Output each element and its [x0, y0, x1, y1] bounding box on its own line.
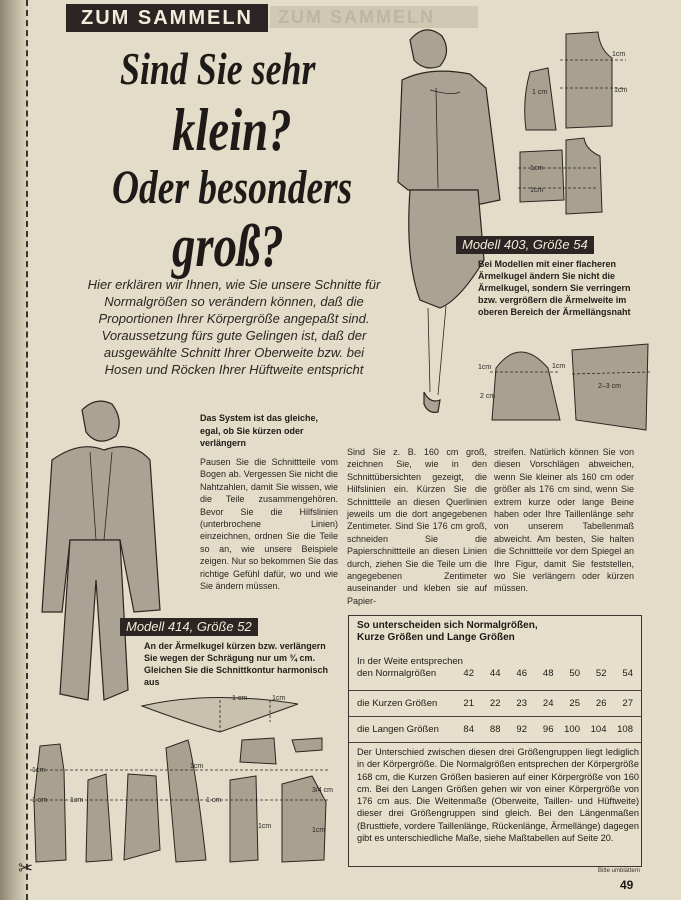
mark-1cm-h: 1 cm: [232, 695, 248, 702]
cell: 88: [489, 724, 501, 735]
sleeve-pattern-pieces: [490, 344, 650, 430]
mark-1cm-m: 1cm: [190, 763, 204, 770]
mark-1cm-a: 1cm: [612, 51, 626, 58]
turn-page-hint: Bitte umblättern: [598, 868, 641, 874]
body-column-2: Sind Sie z. B. 160 cm groß, zeichnen Sie, wie in den Schnittübersichten gezeigt, die Hilfslinien ein. Kürzen Sie die Schnittteile an diesen Querlinien jeweils um die dort angegebenen Zentimeter. Sind Sie 176 cm groß, schneiden Sie die Papierschnittteile an diesen Linien durch, ziehen Sie die Teile um die angegebenen Zentimeter auseinander und kleben sie auf Papier-: [347, 447, 487, 606]
mark-1cm-g: 1cm: [552, 363, 566, 370]
page-number: 49: [620, 878, 634, 892]
headline-line-1: Sind Sie sehr: [120, 43, 316, 94]
cell: 108: [617, 724, 633, 735]
mark-1cm-b: 1cm: [614, 87, 628, 94]
cell: 54: [622, 668, 633, 679]
table-note: Der Unterschied zwischen diesen drei Größengruppen liegt lediglich in der Körpergröße. Die Normalgrößen entsprechen der Körpergröße 168 cm, die Kurzen Größen basieren auf einer Körpergröße von 160 cm. Bei den Langen Größen gehen wir von einer Körpergröße von 176 cm aus. Die Weitenmaße (Oberweite, Taillen- und Hüftweite) dieser drei Größengruppen sind gleich. Bei den Längenmaßen (Brusttiefe, vordere Taillenlänge, Rückenlänge, Ärmellänge) dagegen gibt es unterschiedliche Maße, siehe Maßtabellen auf Seite 20.: [357, 747, 639, 844]
cell: 96: [542, 724, 554, 735]
mark-1cm-l: 1cm: [70, 797, 84, 804]
body-column-3: streifen. Natürlich können Sie von diesen Vorschlägen abweichen, wenn Sie kleiner als 160 cm oder größer als 176 cm sind, wenn Sie extrem kurze oder lange Beine haben oder Ihre Taillenlänge sehr von unserem Tabellenmaß abweicht. Am besten, Sie halten die Schnittteile vor dem Spiegel an Ihre Figur, damit Sie feststellen, wo Sie verlängern oder kürzen müssen.: [494, 447, 634, 594]
table-row-long: [357, 724, 637, 738]
mark-2-3cm: 2–3 cm: [598, 383, 621, 390]
cell: 24: [542, 698, 554, 709]
table-title-line-2: Kurze Größen und Lange Größen: [357, 632, 515, 643]
mark-1cm-p: 1cm: [312, 827, 326, 834]
row-short-label: die Kurzen Größen: [357, 698, 438, 709]
model-414-figure-illustration: [42, 401, 160, 700]
cell: 26: [595, 698, 607, 709]
headline-line-2: klein?: [172, 97, 292, 163]
mark-three-quarter: 3/4 cm: [312, 787, 334, 794]
cell: 42: [463, 668, 474, 679]
table-row-normal: [357, 656, 637, 686]
model-414-label: Modell 414, Größe 52: [120, 618, 258, 636]
table-divider: [349, 742, 641, 743]
model-403-caption: Bei Modellen mit einer flacheren Ärmelkugel ändern Sie nicht die Ärmelkugel, sondern Sie verringern bzw. vergrößern die Ärmelweite im oberen Bereich der Ärmellängsnaht: [478, 259, 631, 317]
model-403-figure-illustration: [398, 30, 500, 412]
mark-1cm-j: 1cm: [32, 767, 46, 774]
body-column-1: Pausen Sie die Schnittteile vom Bogen ab. Vergessen Sie nicht die Nahtzahlen, damit Sie wissen, wie die Teile zusammengehören. Bevor Sie die Hilfslinien (unterbrochene Linien) einzeichnen, ordnen Sie die Teile so an, wie unsere Beispiele zeigen. Nur so bekommen Sie das richtige Gefühl dafür, wo und wie Sie ändern müssen.: [200, 457, 338, 592]
table-divider: [349, 690, 641, 691]
mark-1cm-i: 1cm: [272, 695, 286, 702]
intro-paragraph: Hier erklären wir Ihnen, wie Sie unsere Schnitte für Normalgrößen so verändern können, daß die Proportionen Ihrer Körpergröße angepaßt sind. Voraussetzung fürs gute Gelingen ist, daß der ausgewählte Schnitt Ihrer Oberweite bzw. bei Hosen und Röcken Ihrer Hüftweite entspricht: [87, 277, 381, 377]
cell: 44: [489, 668, 501, 679]
cell: 50: [569, 668, 580, 679]
show-through-stamp: ZUM SAMMELN: [270, 6, 478, 28]
cell: 52: [595, 668, 607, 679]
cell: 21: [463, 698, 474, 709]
table-title: [357, 620, 538, 644]
row-normal-label-b: den Normalgrößen: [357, 668, 437, 679]
cell: 104: [590, 724, 607, 735]
headline-line-4: groß?: [172, 213, 284, 279]
row-long-label: die Langen Größen: [357, 724, 439, 735]
mark-1cm-c: 1 cm: [532, 89, 548, 96]
cell: 84: [463, 724, 474, 735]
mark-1cm-o: 1cm: [258, 823, 272, 830]
row-normal-label-a: In der Weite entsprechen: [357, 656, 463, 667]
table-divider: [349, 716, 641, 717]
model-414-caption: An der Ärmelkugel kürzen bzw. verlängern Sie wegen der Schrägung nur um ¾ cm. Gleichen Sie die Schnittkontur harmonisch aus: [144, 641, 329, 687]
cell: 92: [516, 724, 527, 735]
mark-1cm-f: 1cm: [478, 364, 492, 371]
lower-pattern-pieces: [30, 697, 330, 862]
size-comparison-table: [348, 615, 642, 867]
mark-1cm-d: 1cm: [530, 165, 544, 172]
cell: 46: [516, 668, 527, 679]
cell: 27: [622, 698, 633, 709]
cell: 22: [489, 698, 501, 709]
table-title-line-1: So unterscheiden sich Normalgrößen,: [357, 620, 538, 631]
cell: 23: [516, 698, 527, 709]
mark-1cm-e: 1cm: [530, 187, 544, 194]
table-row-short: [357, 698, 637, 712]
mark-1cm-k: 1 cm: [32, 797, 48, 804]
cell: 48: [542, 668, 554, 679]
headline-line-3: Oder besonders: [112, 161, 353, 214]
cell: 25: [569, 698, 580, 709]
section-stamp: ZUM SAMMELN: [66, 4, 268, 32]
scissors-icon: ✂: [18, 858, 34, 878]
mark-1cm-n: 1 cm: [206, 797, 222, 804]
mark-2cm: 2 cm: [480, 393, 496, 400]
model-403-label: Modell 403, Größe 54: [456, 236, 594, 254]
cell: 100: [564, 724, 580, 735]
section-subheading: Das System ist das gleiche, egal, ob Sie kürzen oder verlängern: [200, 413, 319, 448]
